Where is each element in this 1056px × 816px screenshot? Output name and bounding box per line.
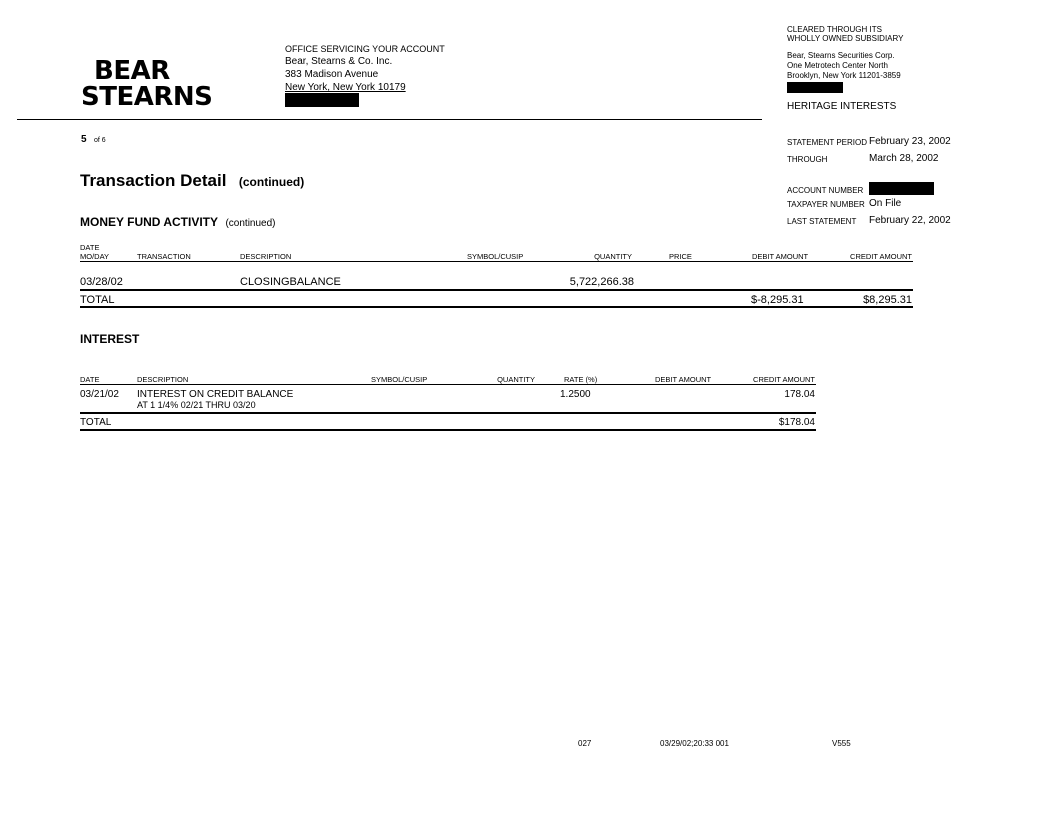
mf-total-bottom-rule <box>80 306 913 308</box>
clearing-city: Brooklyn, New York 11201-3859 <box>787 71 901 80</box>
money-fund-heading-suffix: (continued) <box>225 218 276 229</box>
page-title <box>80 171 304 191</box>
mf-total-credit: $8,295.31 <box>863 294 912 306</box>
page-number: 5 <box>81 134 87 145</box>
through-value: March 28, 2002 <box>869 153 939 164</box>
int-row-credit: 178.04 <box>784 389 815 400</box>
account-number-label: ACCOUNT NUMBER <box>787 186 864 195</box>
int-col-debit: DEBIT AMOUNT <box>655 375 712 384</box>
logo-line-2: STEARNS <box>81 82 213 112</box>
office-name: Bear, Stearns & Co. Inc. <box>285 56 393 67</box>
header-divider <box>17 119 762 120</box>
int-row-description-2: AT 1 1/4% 02/21 THRU 03/20 <box>137 400 256 410</box>
through-label: THROUGH <box>787 155 828 164</box>
clearing-line-2: WHOLLY OWNED SUBSIDIARY <box>787 34 904 43</box>
int-col-date: DATE <box>80 375 100 384</box>
page-title-text: Transaction Detail <box>80 171 227 190</box>
int-row-date: 03/21/02 <box>80 389 119 400</box>
page-title-suffix: (continued) <box>238 175 305 189</box>
int-col-description: DESCRIPTION <box>137 375 189 384</box>
mf-row-date: 03/28/02 <box>80 276 123 288</box>
account-holder-name: HERITAGE INTERESTS <box>787 101 897 112</box>
mf-row-quantity: 5,722,266.38 <box>569 276 634 288</box>
int-total-credit: $178.04 <box>778 417 815 428</box>
int-col-symbol: SYMBOL/CUSIP <box>371 375 428 384</box>
int-total-top-rule <box>80 412 816 414</box>
int-row-rate: 1.2500 <box>560 389 591 400</box>
mf-total-top-rule <box>80 289 913 291</box>
office-heading: OFFICE SERVICING YOUR ACCOUNT <box>285 44 445 54</box>
taxpayer-value: On File <box>869 198 902 209</box>
mf-header-rule <box>80 261 913 262</box>
int-header-rule <box>80 384 816 385</box>
footer-code-2: 03/29/02;20:33 001 <box>660 739 729 748</box>
statement-period-value: February 23, 2002 <box>869 136 951 147</box>
mf-col-symbol: SYMBOL/CUSIP <box>467 252 524 261</box>
interest-heading: INTEREST <box>80 332 140 346</box>
office-city: New York, New York 10179 <box>285 82 406 93</box>
statement-period-label: STATEMENT PERIOD <box>787 138 868 147</box>
office-street: 383 Madison Avenue <box>285 69 379 80</box>
office-redaction <box>285 93 359 107</box>
mf-col-description: DESCRIPTION <box>240 252 292 261</box>
last-statement-value: February 22, 2002 <box>869 215 951 226</box>
int-col-quantity: QUANTITY <box>497 375 535 384</box>
account-number-redaction <box>869 182 934 195</box>
mf-col-quantity: QUANTITY <box>594 252 632 261</box>
money-fund-heading <box>80 213 276 231</box>
mf-col-date: MO/DAY <box>80 252 110 261</box>
clearing-line-1: CLEARED THROUGH ITS <box>787 25 882 34</box>
footer-code-1: 027 <box>578 739 592 748</box>
mf-col-credit: CREDIT AMOUNT <box>850 252 912 261</box>
money-fund-heading-text: MONEY FUND ACTIVITY <box>80 215 219 229</box>
int-total-label: TOTAL <box>80 417 112 428</box>
mf-total-label: TOTAL <box>80 294 115 306</box>
clearing-redaction <box>787 82 843 93</box>
logo-line-1: BEAR <box>94 56 170 86</box>
clearing-street: One Metrotech Center North <box>787 61 888 70</box>
mf-row-description: CLOSINGBALANCE <box>240 276 341 288</box>
bear-stearns-logo <box>81 58 212 110</box>
int-row-description-1: INTEREST ON CREDIT BALANCE <box>137 389 294 400</box>
int-col-rate: RATE (%) <box>564 375 598 384</box>
mf-col-price: PRICE <box>669 252 692 261</box>
clearing-firm: Bear, Stearns Securities Corp. <box>787 51 895 60</box>
taxpayer-label: TAXPAYER NUMBER <box>787 200 865 209</box>
int-total-bottom-rule <box>80 429 816 431</box>
page-of-label: of 6 <box>94 137 106 144</box>
mf-col-debit: DEBIT AMOUNT <box>752 252 809 261</box>
last-statement-label: LAST STATEMENT <box>787 217 857 226</box>
page-indicator <box>81 129 106 147</box>
footer-code-3: V555 <box>832 739 851 748</box>
mf-col-transaction: TRANSACTION <box>137 252 191 261</box>
mf-total-debit: $-8,295.31 <box>751 294 804 306</box>
mf-col-date-top: DATE <box>80 243 100 252</box>
int-col-credit: CREDIT AMOUNT <box>753 375 815 384</box>
